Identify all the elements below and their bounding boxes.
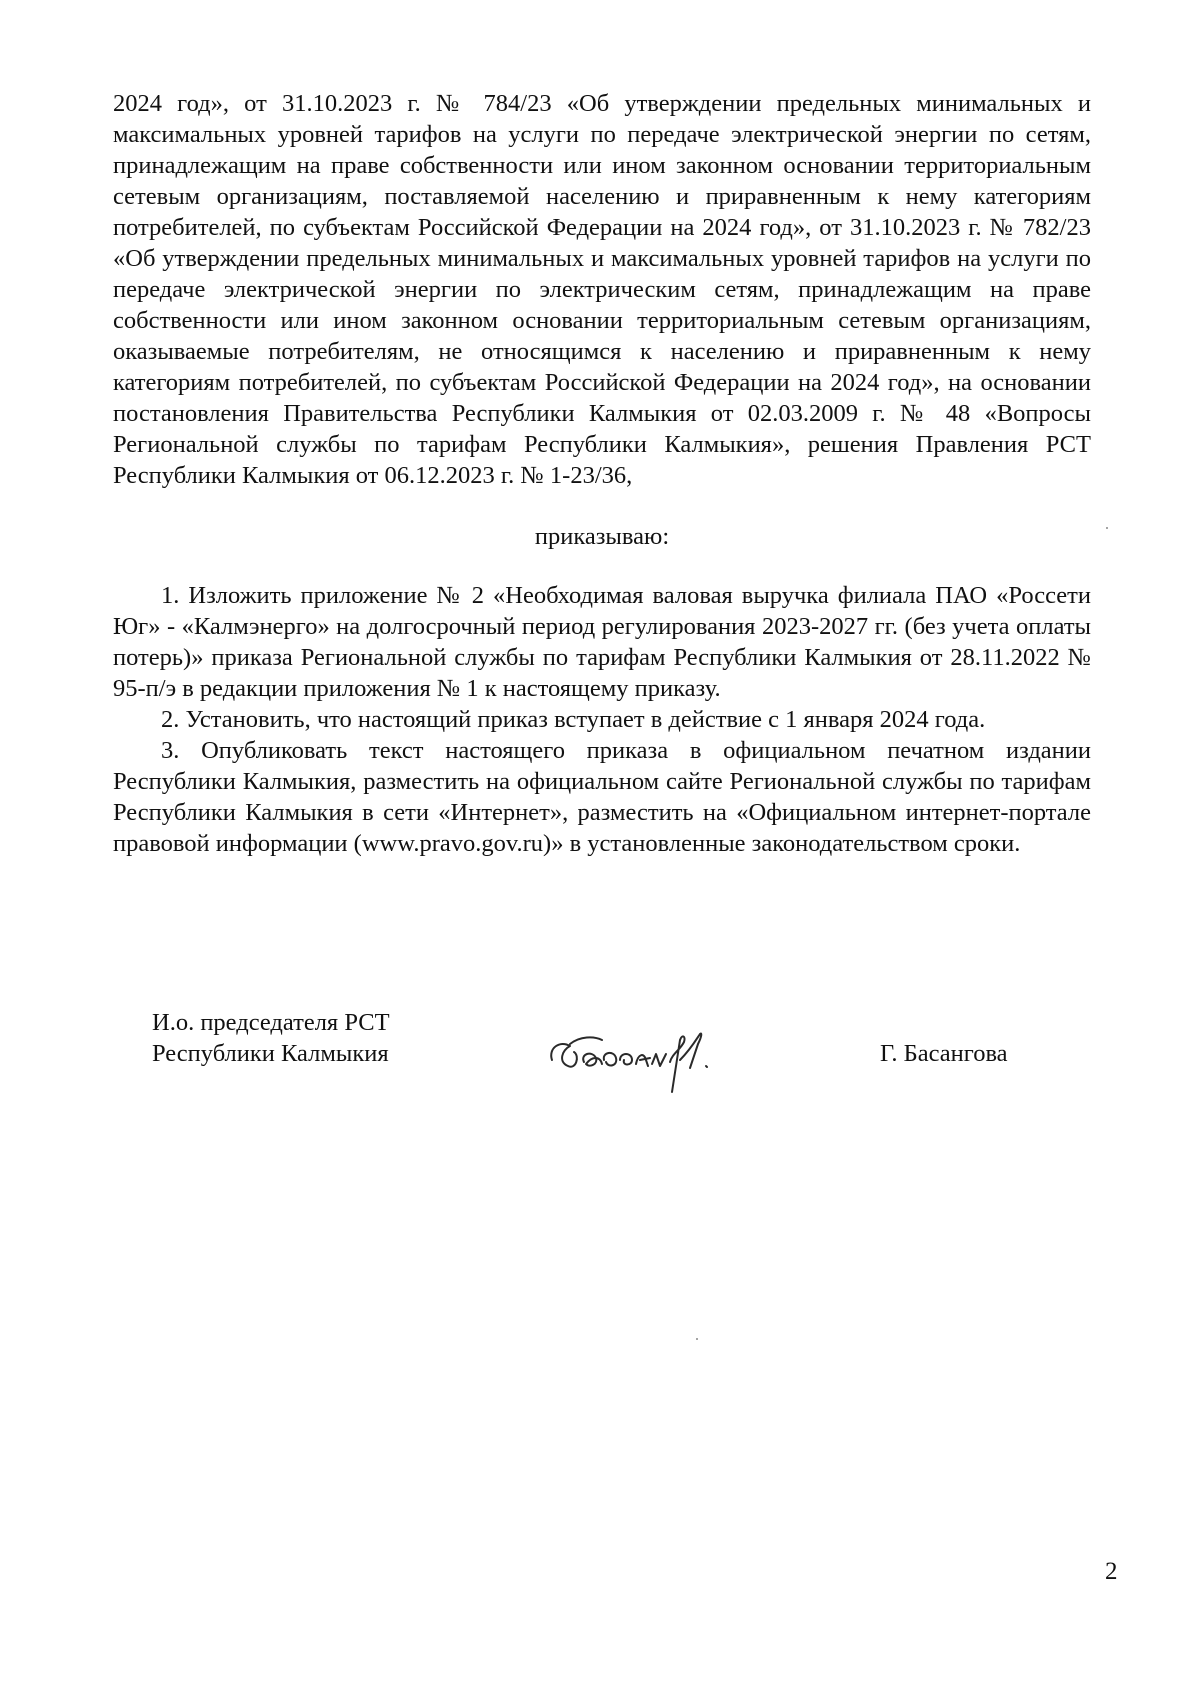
order-item-1: 1. Изложить приложение № 2 «Необходимая валовая выручка филиала ПАО «Россети Юг» - «Калмэнерго» на долгосрочный период регулирования 2023-2027 гг. (без учета оплаты потерь)» приказа Региональной службы по тарифам Республики Калмыкия от 28.11.2022 № 95-п/э в редакции приложения № 1 к настоящему приказу. xyxy=(113,582,1091,702)
order-word: приказываю: xyxy=(534,523,670,550)
signatory-position-line-1: И.о. председателя РСТ xyxy=(152,1009,390,1036)
scan-speck xyxy=(696,1338,698,1340)
scan-speck xyxy=(1106,527,1108,529)
handwritten-signature xyxy=(540,1010,770,1100)
order-items xyxy=(113,580,1091,859)
order-item-3: 3. Опубликовать текст настоящего приказа в официальном печатном издании Республики Калмыкия, разместить на официальном сайте Региональной службы по тарифам Республики Калмыкия в сети «Интернет», разместить на «Официальном интернет-портале правовой информации (www.pravo.gov.ru)» в установленные законодательством сроки. xyxy=(113,737,1091,857)
intro-paragraph: 2024 год», от 31.10.2023 г. № 784/23 «Об утверждении предельных минимальных и максимальных уровней тарифов на услуги по передаче электрической энергии по сетям, принадлежащим на праве собственности или ином законном основании территориальным сетевым организациям, поставляемой населению и приравненным к нему категориям потребителей, по субъектам Российской Федерации на 2024 год», от 31.10.2023 г. № 782/23 «Об утверждении предельных минимальных и максимальных уровней тарифов на услуги по передаче электрической энергии по электрическим сетям, принадлежащим на праве собственности или ином законном основании территориальным сетевым организациям, оказываемые потребителям, не относящимся к населению и приравненным к нему категориям потребителей, по субъектам Российской Федерации на 2024 год», на основании постановления Правительства Республики Калмыкия от 02.03.2009 г. № 48 «Вопросы Региональной службы по тарифам Республики Калмыкия», решения Правления РСТ Республики Калмыкия от 06.12.2023 г. № 1-23/36, xyxy=(113,90,1091,489)
signatory-position-line-2: Республики Калмыкия xyxy=(152,1040,389,1067)
page-number: 2 xyxy=(1105,1558,1118,1585)
signatory-name: Г. Басангова xyxy=(880,1040,1008,1067)
signatory-position xyxy=(152,1007,390,1069)
order-item-2: 2. Установить, что настоящий приказ вступает в действие с 1 января 2024 года. xyxy=(161,706,986,733)
